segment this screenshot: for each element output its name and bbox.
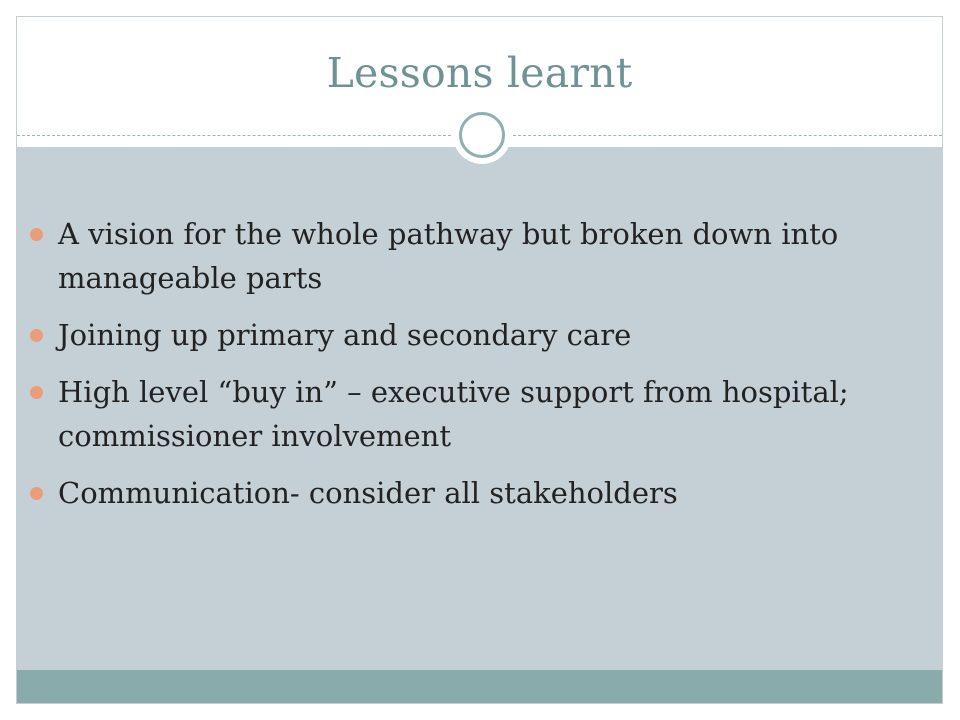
slide-title: Lessons learnt [326, 49, 633, 97]
bullet-dot-icon [30, 329, 43, 342]
bullet-item [30, 212, 910, 300]
bullet-text: Communication- consider all stakeholders [58, 476, 678, 510]
bullet-item [30, 471, 910, 515]
bullet-dot-icon [30, 487, 43, 500]
bullet-item [30, 370, 910, 458]
bullet-text: Joining up primary and secondary care [58, 318, 632, 352]
bullet-text: A vision for the whole pathway but broken down into manageable parts [58, 217, 839, 295]
bullet-item [30, 313, 910, 357]
bullet-text: High level “buy in” – executive support from hospital; commissioner involvement [58, 375, 849, 453]
bullet-dot-icon [30, 228, 43, 241]
circle-ornament-icon [453, 106, 511, 164]
bullet-dot-icon [30, 386, 43, 399]
ornament-ring [459, 112, 505, 158]
bullet-list [30, 212, 910, 528]
footer-band [17, 670, 942, 703]
